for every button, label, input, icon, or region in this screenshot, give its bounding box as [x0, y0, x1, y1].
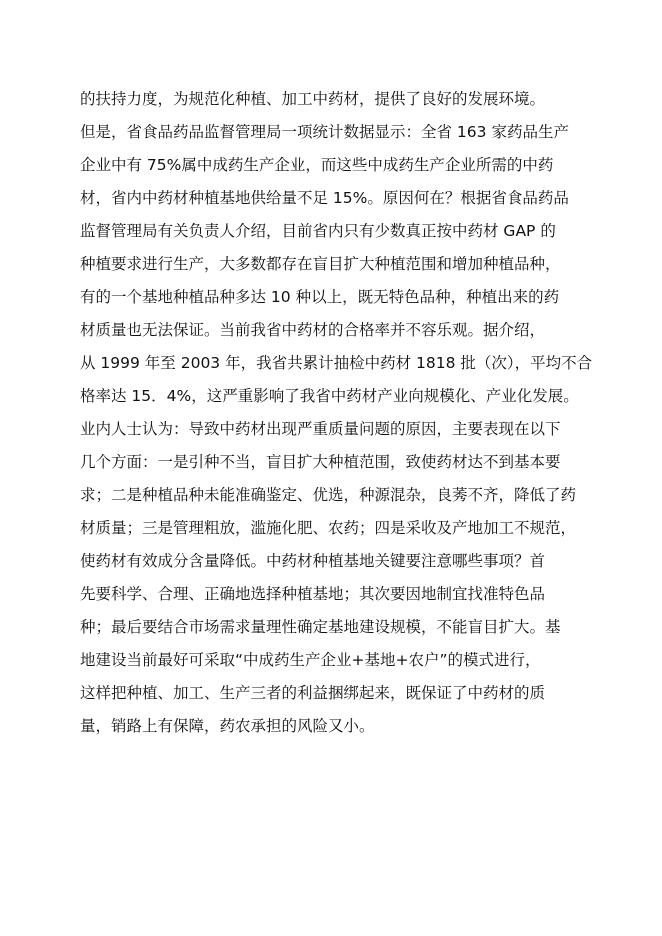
text-line: 材，省内中药材种植基地供给量不足 15%。原因何在？根据省食品药品 — [80, 189, 569, 207]
text-line: 种；最后要结合市场需求量理性确定基地建设规模，不能盲目扩大。基 — [80, 618, 561, 636]
text-line: 量，销路上有保障，药农承担的风险又小。 — [80, 717, 375, 735]
text-line: 地建设当前最好可采取“中成药生产企业+基地+农户”的模式进行， — [80, 651, 541, 669]
text-line: 企业中有 75%属中成药生产企业，而这些中成药生产企业所需的中药 — [80, 156, 554, 174]
text-line: 但是，省食品药品监督管理局一项统计数据显示：全省 163 家药品生产 — [80, 123, 569, 141]
text-line: 求；二是种植品种未能准确鉴定、优选，种源混杂，良莠不齐，降低了药 — [80, 486, 577, 504]
text-line: 的扶持力度，为规范化种植、加工中药材，提供了良好的发展环境。 — [80, 90, 546, 108]
text-line: 使药材有效成分含量降低。中药材种植基地关键要注意哪些事项？首 — [80, 552, 546, 570]
text-line: 监督管理局有关负责人介绍，目前省内只有少数真正按中药材 GAP 的 — [80, 222, 556, 240]
text-line: 格率达 15．4%，这严重影响了我省中药材产业向规模化、产业化发展。 — [80, 387, 579, 405]
text-line: 材质量也无法保证。当前我省中药材的合格率并不容乐观。据介绍， — [80, 321, 546, 339]
text-line: 先要科学、合理、正确地选择种植基地；其次要因地制宜找准特色品 — [80, 585, 546, 603]
text-line: 种植要求进行生产，大多数都存在盲目扩大种植范围和增加种植品种， — [80, 255, 561, 273]
text-line: 有的一个基地种植品种多达 10 种以上，既无特色品种，种植出来的药 — [80, 288, 560, 306]
text-line: 这样把种植、加工、生产三者的利益捆绑起来，既保证了中药材的质 — [80, 684, 546, 702]
text-line: 从 1999 年至 2003 年，我省共累计抽检中药材 1818 批（次），平均不合 — [80, 354, 593, 372]
text-line: 几个方面：一是引种不当，盲目扩大种植范围，致使药材达不到基本要 — [80, 453, 561, 471]
text-line: 业内人士认为：导致中药材出现严重质量问题的原因，主要表现在以下 — [80, 420, 561, 438]
text-line: 材质量；三是管理粗放，滥施化肥、农药；四是采收及产地加工不规范， — [80, 519, 577, 537]
